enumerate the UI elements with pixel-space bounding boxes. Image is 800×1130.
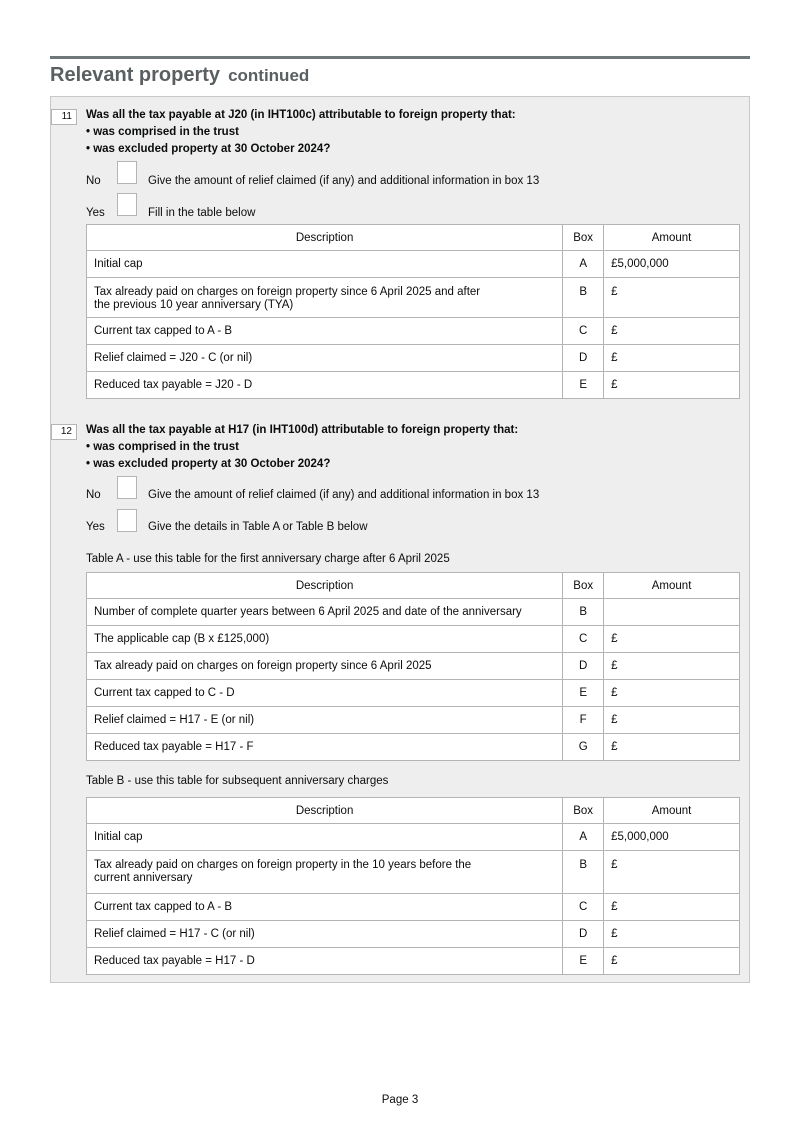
table-header-description: Description	[87, 225, 563, 251]
row-box: E	[563, 680, 604, 707]
row-amount-field[interactable]	[604, 599, 740, 626]
row-amount-field[interactable]: £5,000,000	[604, 251, 740, 278]
table-row	[87, 653, 740, 680]
q12-no-label: No	[86, 489, 101, 501]
row-description	[87, 278, 563, 318]
question-11-line: • was comprised in the trust	[86, 126, 239, 138]
row-box: A	[563, 824, 604, 851]
section-heading	[50, 64, 309, 87]
q12-yes-description: Give the details in Table A or Table B below	[148, 521, 368, 533]
row-description: Current tax capped to A - B	[87, 318, 563, 345]
q11-yes-checkbox[interactable]	[117, 193, 137, 216]
row-description: The applicable cap (B x £125,000)	[87, 626, 563, 653]
table-row	[87, 251, 740, 278]
q11-no-label: No	[86, 175, 101, 187]
table-row	[87, 599, 740, 626]
row-description: Initial cap	[87, 251, 563, 278]
question-12-text	[86, 422, 518, 473]
question-11-number: 11	[51, 109, 77, 125]
row-description-line: Tax already paid on charges on foreign property in the 10 years before the	[94, 859, 472, 871]
row-description: Reduced tax payable = H17 - F	[87, 734, 563, 761]
row-description: Relief claimed = J20 - C (or nil)	[87, 345, 563, 372]
row-amount-field[interactable]: £	[604, 851, 740, 894]
table-row	[87, 894, 740, 921]
row-description-line: Tax already paid on charges on foreign property since 6 April 2025 and after	[94, 286, 481, 298]
table-header-box: Box	[563, 798, 604, 824]
section-continued: continued	[228, 66, 310, 85]
q12-yes-label: Yes	[86, 521, 105, 533]
row-box: B	[563, 851, 604, 894]
row-description-line: the previous 10 year anniversary (TYA)	[94, 299, 294, 311]
q11-table	[86, 224, 740, 399]
q11-no-description: Give the amount of relief claimed (if any) and additional information in box 13	[148, 175, 540, 187]
row-amount-field[interactable]: £	[604, 948, 740, 975]
question-12-line: • was excluded property at 30 October 2024?	[86, 458, 331, 470]
table-row	[87, 824, 740, 851]
row-box: E	[563, 372, 604, 399]
row-amount-field[interactable]: £	[604, 372, 740, 399]
table-header-box: Box	[563, 573, 604, 599]
top-rule	[50, 56, 750, 59]
row-amount-field[interactable]: £	[604, 680, 740, 707]
table-header-description: Description	[87, 573, 563, 599]
q12-table-b	[86, 797, 740, 975]
row-box: B	[563, 599, 604, 626]
row-amount-field[interactable]: £	[604, 894, 740, 921]
table-row	[87, 680, 740, 707]
table-row	[87, 948, 740, 975]
row-description-line: current anniversary	[94, 872, 193, 884]
question-11-line: Was all the tax payable at J20 (in IHT100c) attributable to foreign property that:	[86, 109, 516, 121]
table-b-caption: Table B - use this table for subsequent anniversary charges	[86, 775, 389, 787]
row-box: G	[563, 734, 604, 761]
row-box: A	[563, 251, 604, 278]
q12-yes-checkbox[interactable]	[117, 509, 137, 532]
form-panel	[50, 96, 750, 983]
row-box: D	[563, 653, 604, 680]
table-row	[87, 734, 740, 761]
q12-table-a	[86, 572, 740, 761]
row-amount-field[interactable]: £	[604, 345, 740, 372]
row-amount-field[interactable]: £	[604, 318, 740, 345]
row-box: F	[563, 707, 604, 734]
question-12-line: Was all the tax payable at H17 (in IHT100d) attributable to foreign property that:	[86, 424, 519, 436]
table-row	[87, 278, 740, 318]
table-header-description: Description	[87, 798, 563, 824]
question-12-number: 12	[51, 424, 77, 440]
row-description: Number of complete quarter years between 6 April 2025 and date of the anniversary	[87, 599, 563, 626]
table-a-caption: Table A - use this table for the first anniversary charge after 6 April 2025	[86, 553, 450, 565]
question-12-line: • was comprised in the trust	[86, 441, 239, 453]
table-row	[87, 345, 740, 372]
row-amount-field[interactable]: £	[604, 921, 740, 948]
q11-yes-description: Fill in the table below	[148, 207, 256, 219]
question-11-line: • was excluded property at 30 October 2024?	[86, 143, 331, 155]
question-11-text	[86, 107, 516, 158]
row-amount-field[interactable]: £	[604, 278, 740, 318]
section-title: Relevant property	[50, 64, 221, 86]
row-amount-field[interactable]: £5,000,000	[604, 824, 740, 851]
row-amount-field[interactable]: £	[604, 653, 740, 680]
row-box: C	[563, 626, 604, 653]
row-description	[87, 851, 563, 894]
table-row	[87, 372, 740, 399]
row-box: D	[563, 345, 604, 372]
row-box: C	[563, 318, 604, 345]
q11-yes-label: Yes	[86, 207, 105, 219]
row-amount-field[interactable]: £	[604, 734, 740, 761]
row-box: C	[563, 894, 604, 921]
row-box: B	[563, 278, 604, 318]
row-description: Reduced tax payable = H17 - D	[87, 948, 563, 975]
table-row	[87, 921, 740, 948]
table-header-amount: Amount	[604, 798, 740, 824]
row-description: Initial cap	[87, 824, 563, 851]
row-description: Relief claimed = H17 - E (or nil)	[87, 707, 563, 734]
table-header-amount: Amount	[604, 573, 740, 599]
row-amount-field[interactable]: £	[604, 626, 740, 653]
table-row	[87, 851, 740, 894]
row-amount-field[interactable]: £	[604, 707, 740, 734]
page-number: Page 3	[381, 1094, 419, 1106]
table-row	[87, 707, 740, 734]
table-header-box: Box	[563, 225, 604, 251]
table-row	[87, 318, 740, 345]
q11-no-checkbox[interactable]	[117, 161, 137, 184]
row-description: Relief claimed = H17 - C (or nil)	[87, 921, 563, 948]
row-description: Reduced tax payable = J20 - D	[87, 372, 563, 399]
row-description: Current tax capped to A - B	[87, 894, 563, 921]
row-description: Current tax capped to C - D	[87, 680, 563, 707]
q12-no-description: Give the amount of relief claimed (if any) and additional information in box 13	[148, 489, 540, 501]
q12-no-checkbox[interactable]	[117, 476, 137, 499]
row-box: E	[563, 948, 604, 975]
row-box: D	[563, 921, 604, 948]
table-header-amount: Amount	[604, 225, 740, 251]
row-description: Tax already paid on charges on foreign property since 6 April 2025	[87, 653, 563, 680]
table-row	[87, 626, 740, 653]
